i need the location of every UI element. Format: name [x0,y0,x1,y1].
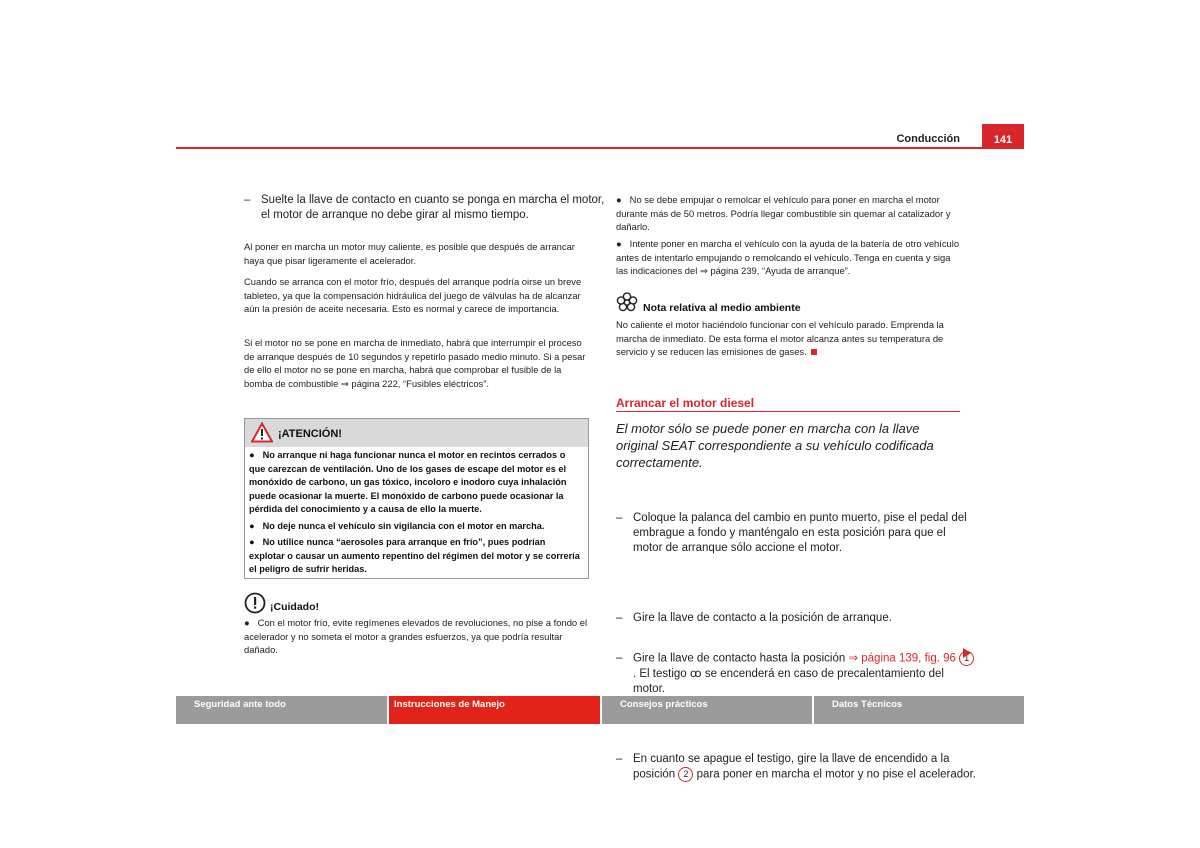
step-text: para poner en marcha el motor y no pise el acelerador. [696,768,976,781]
intro-text: El motor sólo se puede poner en marcha con la llave original SEAT correspondiente a su vehículo codificada correctamente. [616,421,934,470]
section-heading-rule [616,411,960,412]
step-release-key [244,193,605,223]
dash-marker: – [244,194,251,206]
bullet-text: No se debe empujar o remolcar el vehículo para poner en marcha el motor durante más de 50 metros. Podría llegar combustible sin quemar al catalizador y dañarlo. [616,194,951,232]
step-text: Gire la llave de contacto hasta la posición [633,652,846,665]
bullet-item [616,193,960,234]
step-key-start [616,611,977,626]
warning-item-text: No deje nunca el vehículo sin vigilancia con el motor en marcha. [262,520,545,531]
environment-title: Nota relativa al medio ambiente [643,302,801,314]
warning-item-text: No utilice nunca “aerosoles para arranque en frío”, pues podrían explotar o causar un aumento repentino del régimen del motor y se correría el peligro de sufrir heridas. [249,537,580,574]
warning-header [245,419,588,447]
tab-instrucciones[interactable] [389,696,600,724]
caution-title: ¡Cuidado! [270,601,319,613]
tab-label: Seguridad ante todo [194,699,286,710]
page-number: 141 [982,124,1024,148]
position-marker-1: 1 [959,651,974,666]
step-text: Coloque la palanca del cambio en punto muerto, pise el pedal del embrague a fondo y manténgalo en esta posición para que el motor de arranque sólo accione el motor. [633,512,967,554]
bullet-marker: ● [249,450,255,460]
caution-icon [244,592,266,614]
paragraph-no-start: Si el motor no se pone en marcha de inmediato, habrá que interrumpir el proceso de arranque después de 10 segundos y repetirlo pasado medio minuto. Si a pesar de ello el motor no se pone en marcha, habrá que comprobar el fusible de la bomba de combustible ⇒ página 222, “Fusibles eléctricos”. [244,337,586,389]
step-start-engine [616,752,977,783]
step-text: En cuanto se apague el testigo, gire la llave de encendido a la posición [633,752,950,781]
step-neutral [616,511,977,556]
step-preheat [616,651,977,697]
tab-consejos[interactable] [602,696,812,724]
continue-arrow-icon [963,648,971,658]
tab-label: Datos Técnicos [832,699,903,710]
warning-triangle-icon [251,422,273,443]
warning-item [249,449,583,517]
position-marker-2: 2 [678,767,693,782]
bullet-text: Intente poner en marcha el vehículo con la ayuda de la batería de otro vehículo antes de intentarlo empujando o remolcando el vehículo. Tenga en cuenta y siga las indicaciones del ⇒ página 239, “Ayuda de arranque”. [616,238,960,276]
environment-text [616,318,960,359]
warning-item-text: No arranque ni haga funcionar nunca el motor en recintos cerrados o que carezcan de ventilación. Uno de los gases de escape del motor es el monóxido de carbono, un gas tóxico, incoloro e inodoro cuya inhalación puede ocasionar la muerte. El monóxido de carbono puede ocasionar la pérdida del conocimiento y a causa de ello la muerte. [249,450,567,514]
step-text: se encenderá en caso de precalentamiento del motor. [633,667,944,695]
bullet-marker: ● [616,238,622,249]
tab-label: Instrucciones de Manejo [394,699,505,710]
paragraph-cold-engine: Cuando se arranca con el motor frío, después del arranque podría oirse un breve tableteo, ya que la compensación hidráulica del juego de válvulas ha de alcanzar aún la presión de aceite necesaria. Esto es normal y carece de importancia. [244,276,582,314]
environment-flower-icon [616,292,638,312]
environment-body: No caliente el motor haciéndolo funcionar con el vehículo parado. Emprenda la marcha de inmediato. De esta forma el motor alcanza antes su temperatura de servicio y se reducen las emisiones de gases. [616,319,944,357]
dash-marker: – [616,612,623,624]
caution-body: Con el motor frío, evite regímenes elevados de revoluciones, no pise a fondo el acelerador y no someta el motor a grandes esfuerzos, ya que podría resultar dañado. [244,617,588,655]
tab-label: Consejos prácticos [620,699,708,710]
bullet-marker: ● [244,617,250,628]
tab-seguridad[interactable] [176,696,387,724]
paragraph-hot-engine: Al poner en marcha un motor muy caliente, es posible que después de arrancar haya que pisar ligeramente el acelerador. [244,241,575,266]
header-rule [176,147,1024,149]
caution-text [244,616,588,657]
section-title: Conducción [896,133,960,145]
bullet-marker: ● [249,520,255,531]
page-link[interactable]: ⇒ página 139, fig. 96 [848,652,956,665]
warning-body [249,449,583,577]
bullet-marker: ● [616,194,622,205]
tab-datos[interactable] [814,696,1024,724]
end-marker-icon [811,349,817,355]
warning-box [244,418,589,579]
dash-marker: – [616,652,623,664]
section-heading: Arrancar el motor diesel [616,396,755,410]
step-text: . El testigo [633,667,687,680]
step-text: Suelte la llave de contacto en cuanto se ponga en marcha el motor, el motor de arranque no debe girar al mismo tiempo. [261,194,605,221]
dash-marker: – [616,752,623,765]
bullet-item [616,237,960,278]
glow-plug-icon: ꝏ [689,667,702,680]
warning-title: ¡ATENCIÓN! [278,428,342,440]
warning-item [249,536,583,577]
dash-marker: – [616,512,623,524]
warning-item [249,520,583,534]
bullet-marker: ● [249,537,255,547]
step-text: Gire la llave de contacto a la posición de arranque. [633,612,892,624]
